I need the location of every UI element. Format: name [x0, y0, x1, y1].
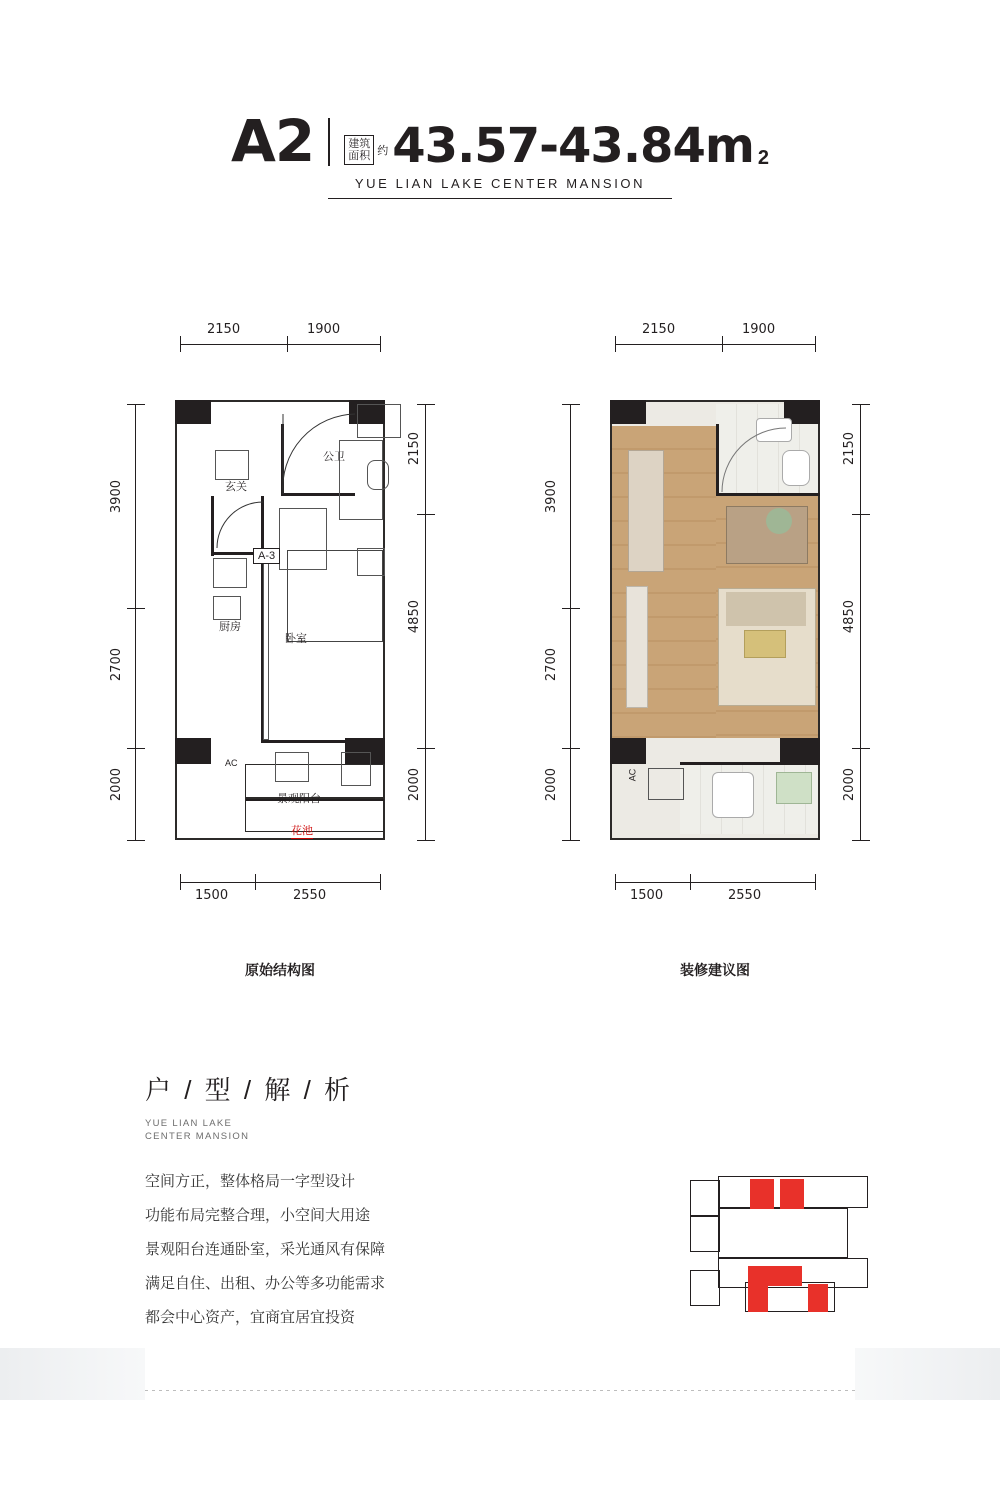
dim-tick [690, 874, 691, 890]
area-superscript: 2 [757, 147, 769, 169]
footer-gradient-right [855, 1348, 1000, 1400]
dim-right-2: 4850 [842, 600, 857, 634]
dim-tick [127, 840, 145, 841]
balcony-fixture [341, 752, 371, 786]
dim-tick [180, 874, 181, 890]
dim-bottom-1: 1500 [630, 888, 664, 903]
ac-unit [648, 768, 684, 800]
dim-bottom-1: 1500 [195, 888, 229, 903]
partition-wall [716, 424, 719, 496]
dim-tick [815, 874, 816, 890]
dim-bottom-2: 2550 [293, 888, 327, 903]
ac-tag: AC [627, 768, 638, 782]
dim-tick [615, 874, 616, 890]
partition-wall [261, 740, 385, 743]
keymap-block [690, 1216, 720, 1252]
dim-tick [417, 748, 435, 749]
title-divider [328, 118, 330, 166]
plant-decor [776, 772, 812, 804]
dim-right-3: 2000 [842, 768, 857, 802]
room-label-planter: 花池 [291, 822, 313, 839]
approx-label: 约 [377, 145, 389, 157]
dim-tick [380, 336, 381, 352]
dim-top-2: 1900 [742, 322, 776, 337]
room-label-bath: 公卫 [323, 451, 345, 463]
column [780, 738, 820, 764]
area-value: 43.57-43.84m [392, 118, 754, 174]
blanket-accent [744, 630, 786, 658]
dim-top-1: 2150 [642, 322, 676, 337]
dim-tick [852, 514, 870, 515]
door-swing-icon [281, 410, 357, 496]
keymap-highlight [808, 1284, 828, 1312]
dim-right-line [425, 404, 426, 840]
balcony-wall [680, 762, 820, 765]
dim-right-2: 4850 [407, 600, 422, 634]
wardrobe-furniture [279, 508, 327, 570]
room-label-bedroom: 卧室 [285, 633, 307, 645]
analysis-point: 都会中心资产，宜商宜居宜投资 [145, 1309, 356, 1326]
dim-bottom-2: 2550 [728, 888, 762, 903]
unit-code: A2 [231, 107, 315, 175]
dim-top-2: 1900 [307, 322, 341, 337]
dim-left-1: 3900 [544, 480, 559, 514]
dim-tick [615, 336, 616, 352]
dim-tick [380, 874, 381, 890]
dim-tick [127, 404, 145, 405]
dim-tick [722, 336, 723, 352]
partition-wall [211, 496, 214, 556]
dim-tick [417, 404, 435, 405]
keymap-block [690, 1270, 720, 1306]
keymap-block [690, 1180, 720, 1216]
dim-right-3: 2000 [407, 768, 422, 802]
keymap-highlight [748, 1266, 802, 1286]
keymap-highlight [750, 1179, 774, 1209]
analysis-title: 户 / 型 / 解 / 析 [145, 1075, 354, 1105]
analysis-subtitle-line1: YUE LIAN LAKE [145, 1118, 233, 1129]
sliding-door [263, 550, 269, 740]
door-swing-icon [720, 426, 790, 494]
kitchen-sink-fixture [357, 404, 401, 438]
area-badge-box [344, 135, 374, 165]
column [610, 400, 646, 424]
plan-caption-furnished: 装修建议图 [680, 962, 750, 978]
key-plan-map [690, 1170, 875, 1315]
plan-caption-original: 原始结构图 [245, 962, 315, 978]
dim-tick [417, 514, 435, 515]
analysis-point: 满足自住、出租、办公等多功能需求 [145, 1275, 386, 1292]
cabinet-furniture [628, 450, 664, 572]
analysis-point: 景观阳台连通卧室，采光通风有保障 [145, 1241, 386, 1258]
plant-decor [766, 508, 792, 534]
keymap-block [718, 1208, 848, 1258]
ac-tag: AC [225, 758, 238, 768]
area-badge [344, 135, 388, 165]
bed-pillows [726, 592, 806, 626]
area-badge-line2: 面积 [348, 150, 371, 162]
dim-tick [562, 608, 580, 609]
dim-tick [562, 840, 580, 841]
plan-original [95, 300, 465, 978]
dim-left-1: 3900 [109, 480, 124, 514]
analysis-point: 空间方正，整体格局一字型设计 [145, 1173, 356, 1190]
nightstand-furniture [357, 548, 385, 576]
window-curtain [626, 586, 648, 708]
column [175, 738, 211, 764]
analysis-subtitle-line2: CENTER MANSION [145, 1131, 250, 1142]
room-label-kitchen: 厨房 [219, 621, 241, 633]
keymap-highlight [780, 1179, 804, 1209]
column [175, 400, 211, 424]
dim-tick [562, 404, 580, 405]
washer-fixture [712, 772, 754, 818]
analysis-subtitle [145, 1117, 865, 1143]
dim-tick [852, 404, 870, 405]
footer-gradient-left [0, 1348, 145, 1400]
kitchen-counter [213, 558, 247, 588]
dim-top-1: 2150 [207, 322, 241, 337]
room-label-balcony: 景观阳台 [277, 793, 321, 805]
plan-furnished [530, 300, 900, 978]
dim-right-1: 2150 [842, 432, 857, 466]
dim-tick [815, 336, 816, 352]
dim-left-2: 2700 [544, 648, 559, 682]
analysis-point: 功能布局完整合理，小空间大用途 [145, 1207, 371, 1224]
column [610, 738, 646, 764]
dim-tick [852, 748, 870, 749]
dim-right-1: 2150 [407, 432, 422, 466]
dim-left-3: 2000 [109, 768, 124, 802]
dim-tick [127, 748, 145, 749]
room-label-entry: 玄关 [225, 481, 247, 493]
dim-tick [255, 874, 256, 890]
dim-left-2: 2700 [109, 648, 124, 682]
header-rule [328, 198, 672, 199]
dim-left-3: 2000 [544, 768, 559, 802]
dim-left-line [570, 404, 571, 840]
dim-tick [287, 336, 288, 352]
entry-cabinet [215, 450, 249, 480]
dim-top-line [615, 344, 815, 345]
area-badge-line1: 建筑 [348, 138, 371, 150]
door-swing-icon [215, 500, 265, 554]
ac-unit [275, 752, 309, 782]
dim-tick [852, 840, 870, 841]
footer-dotted-line [145, 1390, 857, 1391]
kitchen-stove [213, 596, 241, 620]
keymap-highlight [748, 1284, 768, 1312]
dim-right-line [860, 404, 861, 840]
page-header [0, 107, 1000, 199]
dim-tick [127, 608, 145, 609]
dim-tick [417, 840, 435, 841]
dim-tick [180, 336, 181, 352]
title-row [0, 107, 1000, 175]
dim-bottom-line [180, 882, 380, 883]
dim-tick [562, 748, 580, 749]
dim-left-line [135, 404, 136, 840]
project-subtitle: YUE LIAN LAKE CENTER MANSION [354, 176, 646, 191]
unit-tag: A-3 [253, 548, 280, 564]
dim-bottom-line [615, 882, 815, 883]
dim-top-line [180, 344, 380, 345]
